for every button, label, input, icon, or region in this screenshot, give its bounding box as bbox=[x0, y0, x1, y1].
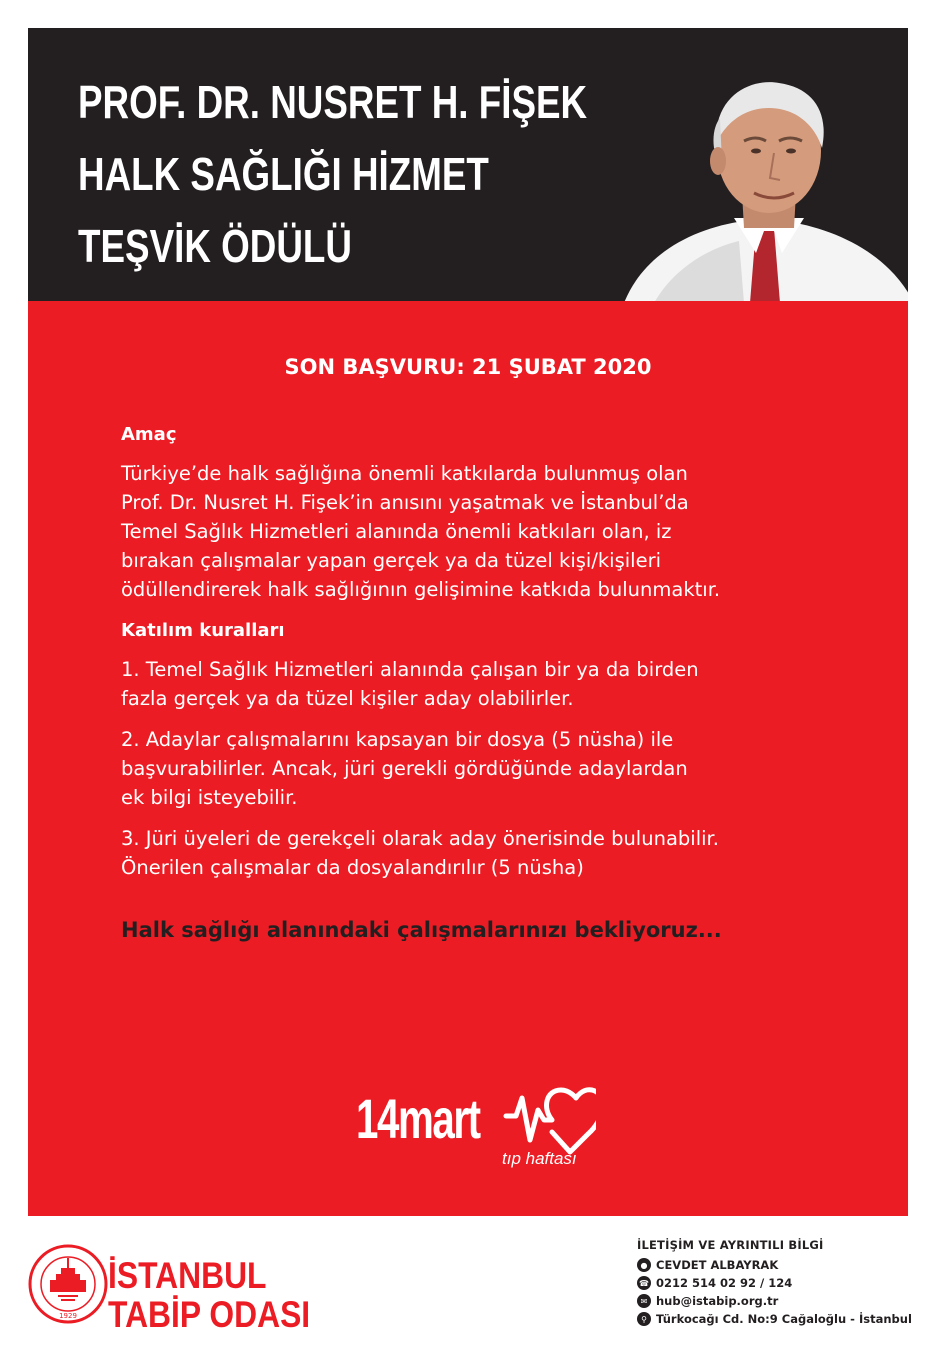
page-title bbox=[78, 66, 587, 282]
location-pin-icon: ⚲ bbox=[637, 1312, 651, 1326]
purpose-line: bırakan çalışmalar yapan gerçek ya da tüzel kişi/kişileri bbox=[121, 549, 662, 572]
rule-line: ek bilgi isteyebilir. bbox=[121, 786, 298, 809]
person-icon: ● bbox=[637, 1258, 651, 1272]
organization-line-2: TABİP ODASI bbox=[108, 1294, 311, 1335]
rule-item bbox=[121, 725, 821, 812]
rule-item bbox=[121, 824, 821, 882]
deadline: SON BAŞVURU: 21 ŞUBAT 2020 bbox=[284, 355, 652, 379]
contact-row bbox=[637, 1274, 917, 1292]
rule-line: 2. Adaylar çalışmalarını kapsayan bir dosya (5 nüsha) ile bbox=[121, 728, 674, 751]
organization-line-1: İSTANBUL bbox=[108, 1255, 267, 1296]
contact-info bbox=[637, 1238, 917, 1328]
purpose-line: Türkiye’de halk sağlığına önemli katkılarda bulunmuş olan bbox=[121, 462, 688, 485]
event-logo-main: 14mart bbox=[356, 1088, 480, 1151]
contact-row bbox=[637, 1310, 917, 1328]
rule-item bbox=[121, 655, 821, 713]
body-text bbox=[121, 420, 821, 882]
contact-phone[interactable]: 0212 514 02 92 / 124 bbox=[656, 1276, 793, 1290]
organization-name bbox=[108, 1256, 310, 1334]
heartbeat-heart-icon bbox=[506, 1090, 596, 1152]
purpose-line: Temel Sağlık Hizmetleri alanında önemli katkıları olan, iz bbox=[121, 520, 672, 543]
purpose-heading: Amaç bbox=[121, 424, 177, 445]
phone-icon: ☎ bbox=[637, 1276, 651, 1290]
rule-line: Önerilen çalışmalar da dosyalandırılır (5 nüsha) bbox=[121, 856, 584, 879]
closing-text: Halk sağlığı alanındaki çalışmalarınızı bekliyoruz... bbox=[121, 918, 722, 942]
title-line-3: TEŞVİK ÖDÜLÜ bbox=[78, 220, 352, 272]
contact-row bbox=[637, 1256, 917, 1274]
rule-line: 1. Temel Sağlık Hizmetleri alanında çalışan bir ya da birden bbox=[121, 658, 699, 681]
contact-address: Türkocağı Cd. No:9 Cağaloğlu - İstanbul bbox=[656, 1312, 912, 1326]
tip-haftasi-logo bbox=[356, 1068, 596, 1178]
contact-row bbox=[637, 1292, 917, 1310]
portrait-photo bbox=[614, 53, 908, 301]
contact-title: İLETİŞİM VE AYRINTILI BİLGİ bbox=[637, 1238, 824, 1252]
rules-heading: Katılım kuralları bbox=[121, 620, 285, 641]
event-logo-sub: tıp haftası bbox=[502, 1149, 577, 1168]
title-line-1: PROF. DR. NUSRET H. FİŞEK bbox=[78, 76, 588, 128]
purpose-paragraph bbox=[121, 459, 821, 604]
header-band bbox=[28, 28, 908, 301]
poster bbox=[28, 28, 908, 1216]
contact-person: CEVDET ALBAYRAK bbox=[656, 1258, 779, 1272]
title-line-2: HALK SAĞLIĞI HİZMET bbox=[78, 148, 489, 200]
seal-year: 1929 bbox=[59, 1312, 77, 1320]
rule-line: başvurabilirler. Ancak, jüri gerekli gördüğünde adaylardan bbox=[121, 757, 688, 780]
contact-email[interactable]: hub@istabip.org.tr bbox=[656, 1294, 779, 1308]
rule-line: fazla gerçek ya da tüzel kişiler aday olabilirler. bbox=[121, 687, 574, 710]
purpose-line: ödüllendirerek halk sağlığının gelişimine katkıda bulunmaktır. bbox=[121, 578, 721, 601]
purpose-line: Prof. Dr. Nusret H. Fişek’in anısını yaşatmak ve İstanbul’da bbox=[121, 491, 689, 514]
rule-line: 3. Jüri üyeleri de gerekçeli olarak aday önerisinde bulunabilir. bbox=[121, 827, 719, 850]
mail-icon: ✉ bbox=[637, 1294, 651, 1308]
